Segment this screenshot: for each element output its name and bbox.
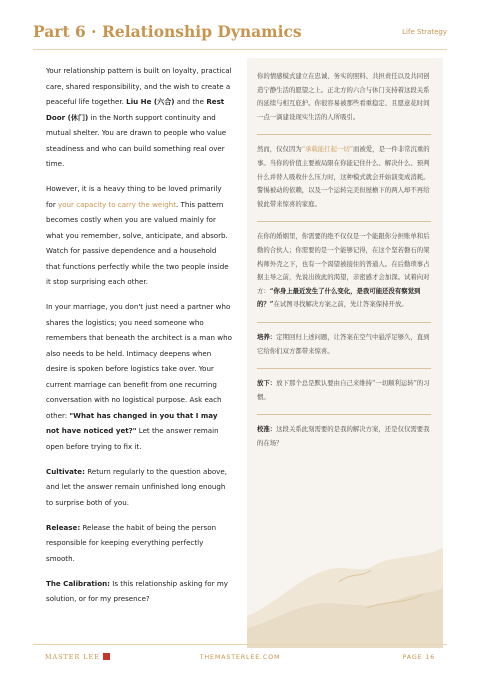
cultivate-item: Cultivate: Return regularly to the question above, and let the answer remain unfinished long enough to surprise both of you. bbox=[46, 466, 227, 507]
cn-cultivate-item: 培养：定期回归上述问题，让答案在空气中悬浮足够久，直到它给你们双方都带来惊喜。 bbox=[257, 332, 430, 355]
rest-door-term: Rest Door (休门) bbox=[46, 97, 225, 122]
header-divider bbox=[33, 49, 447, 50]
cn-key-question: “你身上最近发生了什么变化，是我可能还没有察觉到的？” bbox=[257, 286, 421, 309]
section-tag: Life Strategy bbox=[402, 28, 447, 36]
release-item: Release: Release the habit of being the person responsible for keeping everything perfectly smooth. bbox=[46, 522, 217, 563]
cn-highlight-phrase: “承载能扛起一切” bbox=[301, 145, 354, 154]
cn-divider bbox=[257, 368, 431, 369]
cn-divider bbox=[257, 414, 431, 415]
brand-name: MASTER LEE bbox=[45, 653, 100, 661]
page-header bbox=[33, 22, 447, 44]
calibration-label: The Calibration: bbox=[46, 578, 110, 588]
cn-paragraph-however: 然而，仅仅因为“承载能扛起一切”而被爱，是一件非常沉重的事。当你的价值主要被局限在你能记住什么、解决什么、预判什么并替人吸收什么压力时，这种模式就会开始演变成消耗。警惕被动的依赖，以及一个运转完美但屋檐下的两人却不再给彼此带来惊喜的家庭。 bbox=[257, 145, 430, 208]
cn-paragraph-marriage: 在你的婚姻里，你需要的绝不仅仅是一个能跟你分担账单和后勤的合伙人；你需要的是一个能够记得，在这个坚若磐石的架构师外壳之下，也有一个渴望被接住的普通人。在后勤琐事占据主导之前，先说出彼此的渴望，亲密感才会加深。试着向对方：“你身上最近发生了什么变化，是我可能还没有察觉到的？”在试图寻找解决方案之前，先让答案保持开放。 bbox=[257, 232, 430, 309]
cn-paragraph-pattern: 你的情感模式建立在忠诚、务实的照料、共担责任以及共同创造宁静生活的愿望之上。正北方的六合与休门支持着这段关系的延续与相互庇护。你很容易被那些看重稳定、且愿意花时间一点一滴建设现实生活的人所吸引。 bbox=[257, 72, 430, 121]
cn-calibration-label: 校准： bbox=[257, 425, 277, 434]
mountain-landscape-illustration bbox=[247, 508, 443, 648]
english-column bbox=[46, 63, 232, 616]
footer-divider bbox=[33, 644, 447, 645]
cn-divider bbox=[257, 221, 431, 222]
highlight-phrase: your capacity to carry the weight bbox=[58, 199, 177, 209]
paragraph-pattern: Your relationship pattern is built on loyalty, practical care, shared responsibility, and the wish to create a peaceful life together. Liu He (六合) and the Rest Door (休门) in the North support continuity and mutual shelter. You are drawn to people who value steadiness and who can build something real over time. bbox=[46, 66, 232, 168]
key-question: "What has changed in you that I may not have noticed yet?" bbox=[46, 410, 218, 435]
page-title: Part 6 · Relationship Dynamics bbox=[33, 22, 302, 41]
chinese-text bbox=[257, 70, 431, 457]
cn-divider bbox=[257, 322, 431, 323]
page-footer bbox=[33, 651, 447, 665]
liu-he-term: Liu He (六合) bbox=[126, 97, 175, 106]
release-label: Release: bbox=[46, 522, 81, 532]
cn-release-label: 放下： bbox=[257, 379, 277, 388]
cn-calibration-item: 校准：这段关系此刻需要的是我的解决方案，还是仅仅需要我的在场？ bbox=[257, 425, 430, 447]
cn-divider bbox=[257, 134, 431, 135]
calibration-item: The Calibration: Is this relationship asking for my solution, or for my presence? bbox=[46, 578, 228, 603]
website-link[interactable]: THEMASTERLEE.COM bbox=[199, 653, 281, 661]
paragraph-however: However, it is a heavy thing to be loved primarily for your capacity to carry the weight. This pattern becomes costly when you are valued mainly for what you remember, solve, anticipate, and absorb. Watch for passive dependence and a household that functions perfectly while the two people inside it stop surprising each other. bbox=[46, 184, 229, 286]
cultivate-label: Cultivate: bbox=[46, 466, 85, 476]
paragraph-marriage: In your marriage, you don't just need a partner who shares the logistics; you need someone who remembers that beneath the architect is a man who also needs to be held. Intimacy deepens when desire is spoken before logistics take over. Your current marriage can benefit from one recurring conversation with no logistical purpose. Ask each other: "What has changed in you that I may not have noticed yet?" Let the answer remain open before trying to fix it. bbox=[46, 302, 232, 451]
cn-cultivate-label: 培养： bbox=[257, 332, 277, 341]
cn-release-item: 放下：放下那个总是默认要由自己来维持“一切顺利运转”的习惯。 bbox=[257, 379, 430, 401]
page-number: PAGE 16 bbox=[402, 653, 435, 661]
chinese-panel bbox=[247, 58, 443, 648]
